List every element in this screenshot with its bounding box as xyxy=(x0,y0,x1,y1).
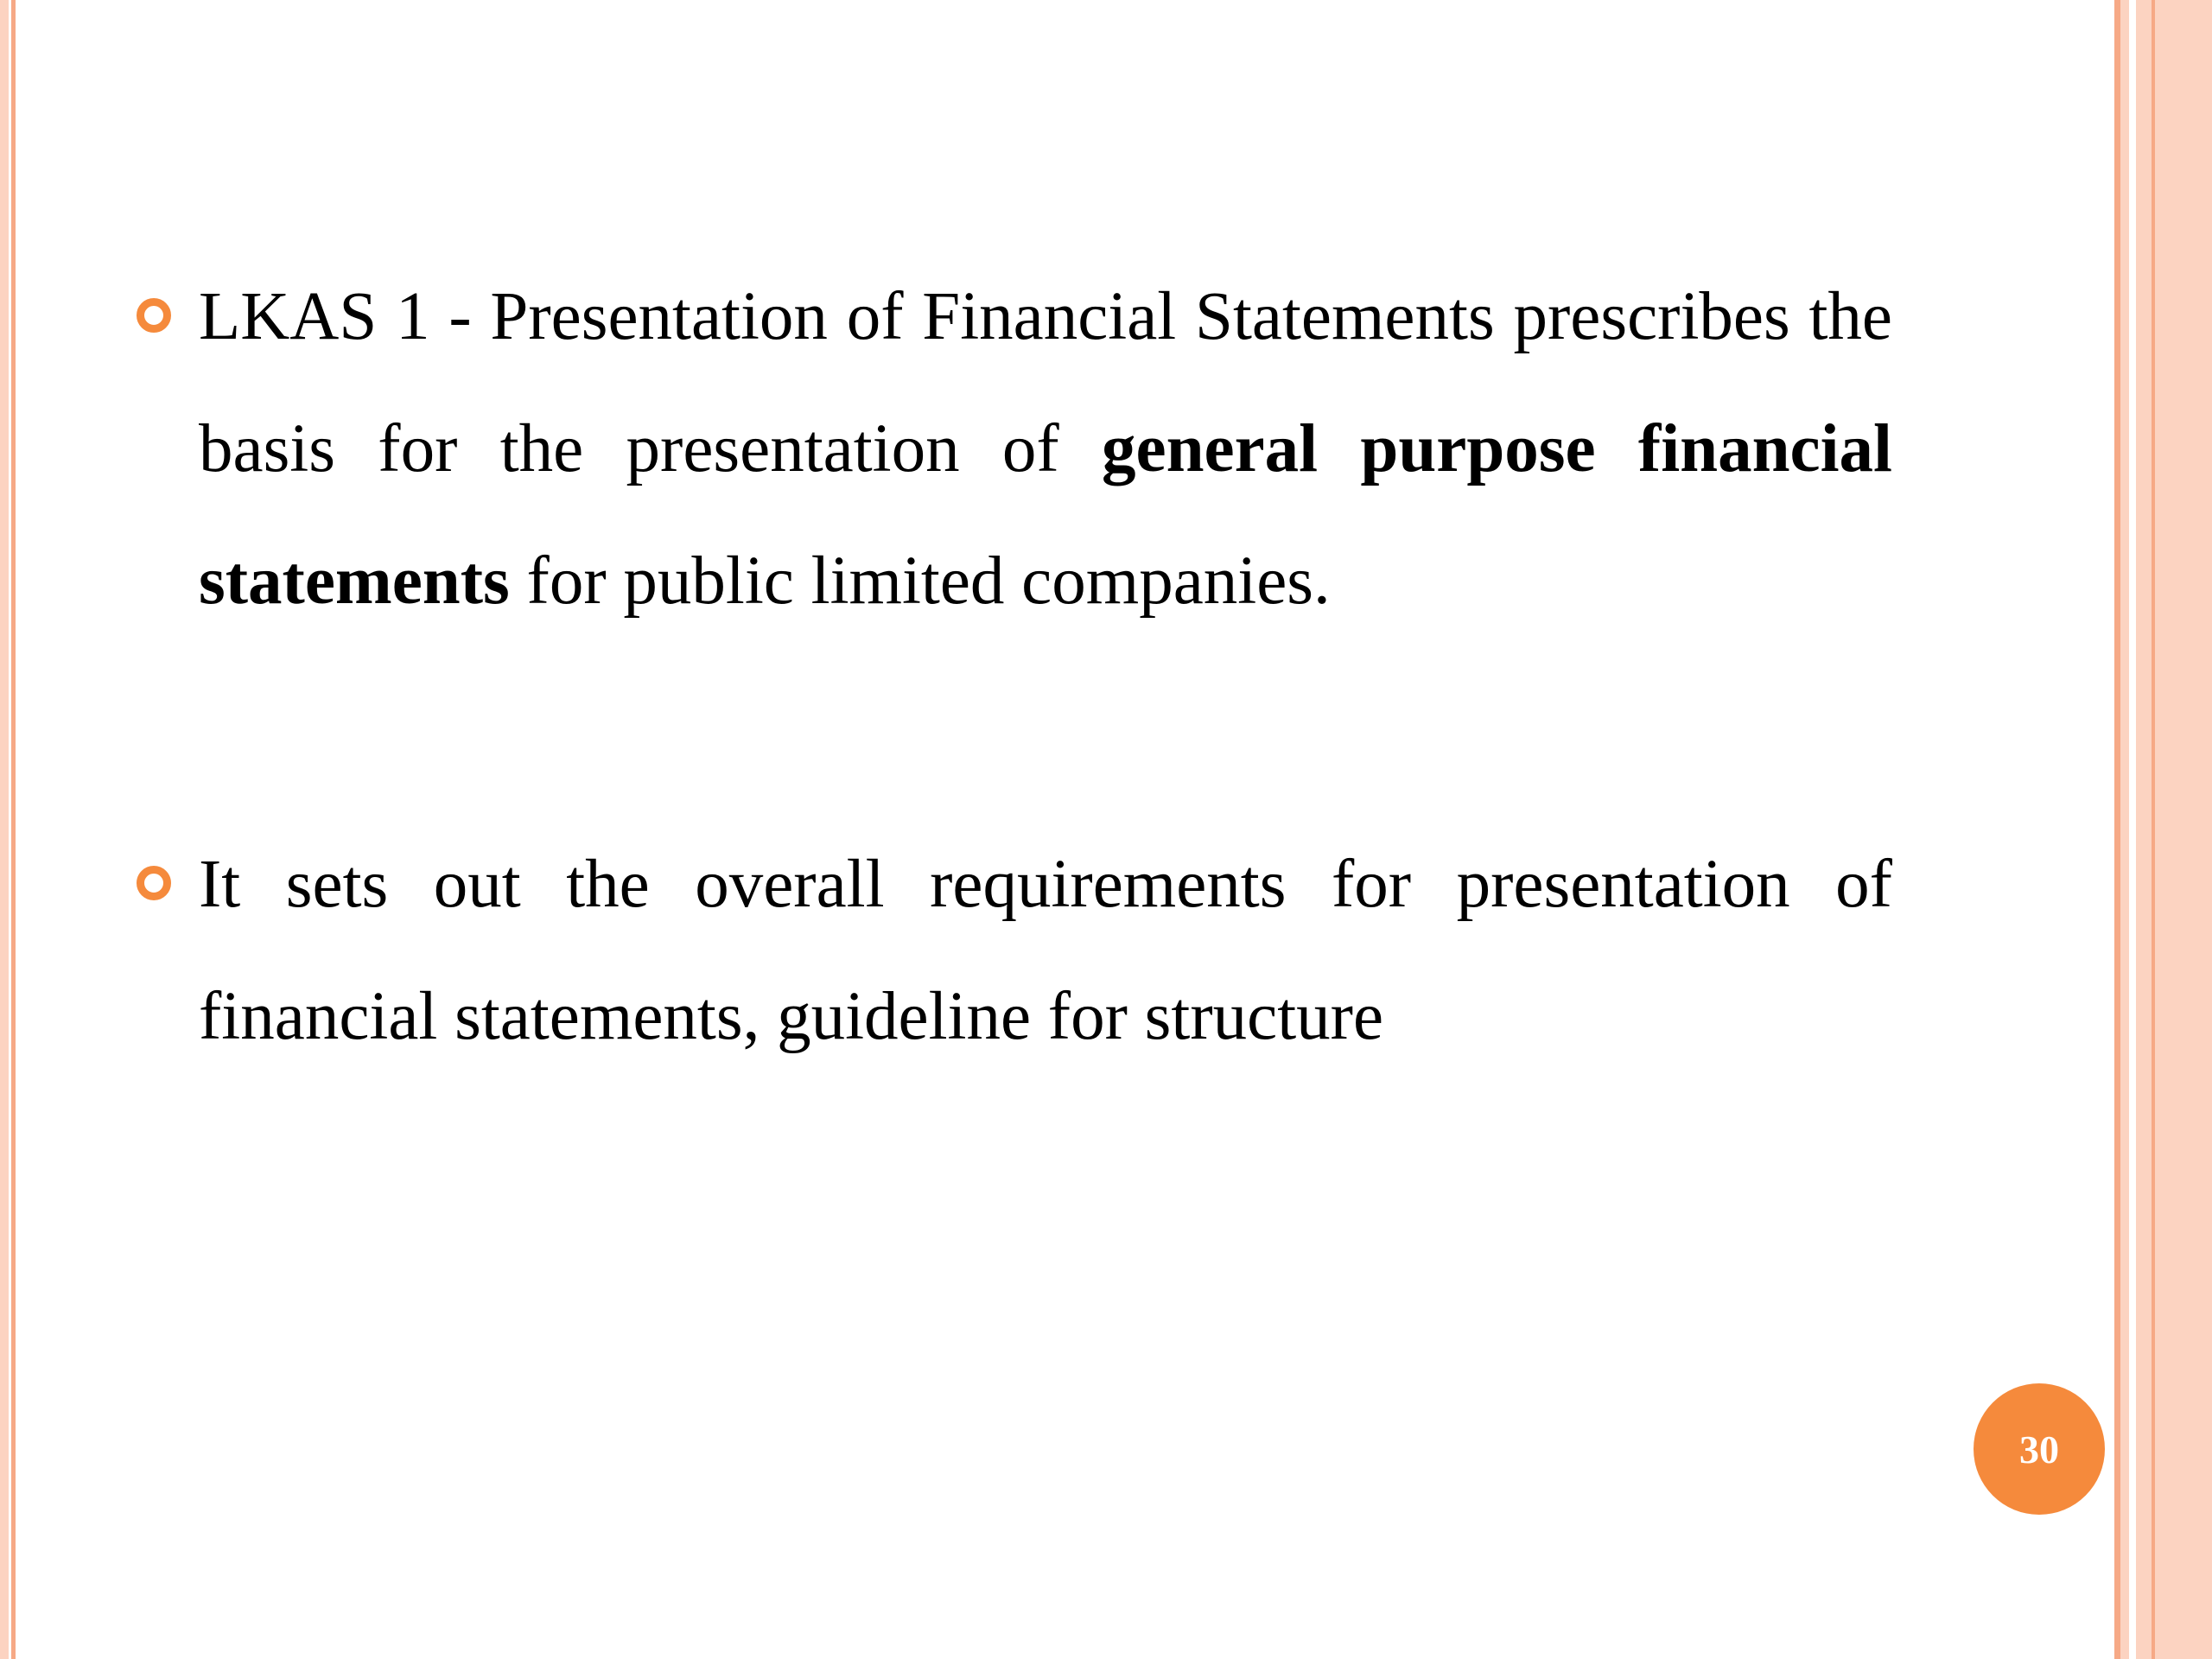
ring-bullet-icon xyxy=(137,298,171,333)
bullet-text-segment: It sets out the overall requirements for presentation of financial statements, guideline for structure xyxy=(199,847,1892,1054)
bullet-point xyxy=(130,818,1892,1083)
bullet-text-segment: for public limited companies. xyxy=(509,543,1331,619)
right-border-stripe xyxy=(2155,0,2212,1659)
bullet-text-segment: LKAS 1 - Presentation of Financial Statements prescribes the basis for the presentation of xyxy=(199,279,1892,486)
right-border-stripe xyxy=(2120,0,2129,1659)
ring-bullet-icon xyxy=(137,866,171,900)
page-number-badge xyxy=(1974,1383,2105,1515)
right-border-stripe xyxy=(2114,0,2120,1659)
slide-body xyxy=(130,251,1892,1083)
bullet-text-bold-segment: general purpose financial statements xyxy=(199,411,1892,619)
page-number: 30 xyxy=(2019,1427,2059,1471)
bullet-text xyxy=(199,847,1892,1054)
bullet-point xyxy=(130,251,1892,647)
bullet-text xyxy=(199,279,1892,619)
left-border-stripe xyxy=(11,0,16,1659)
left-border-stripe xyxy=(0,0,9,1659)
right-border-stripe xyxy=(2136,0,2152,1659)
